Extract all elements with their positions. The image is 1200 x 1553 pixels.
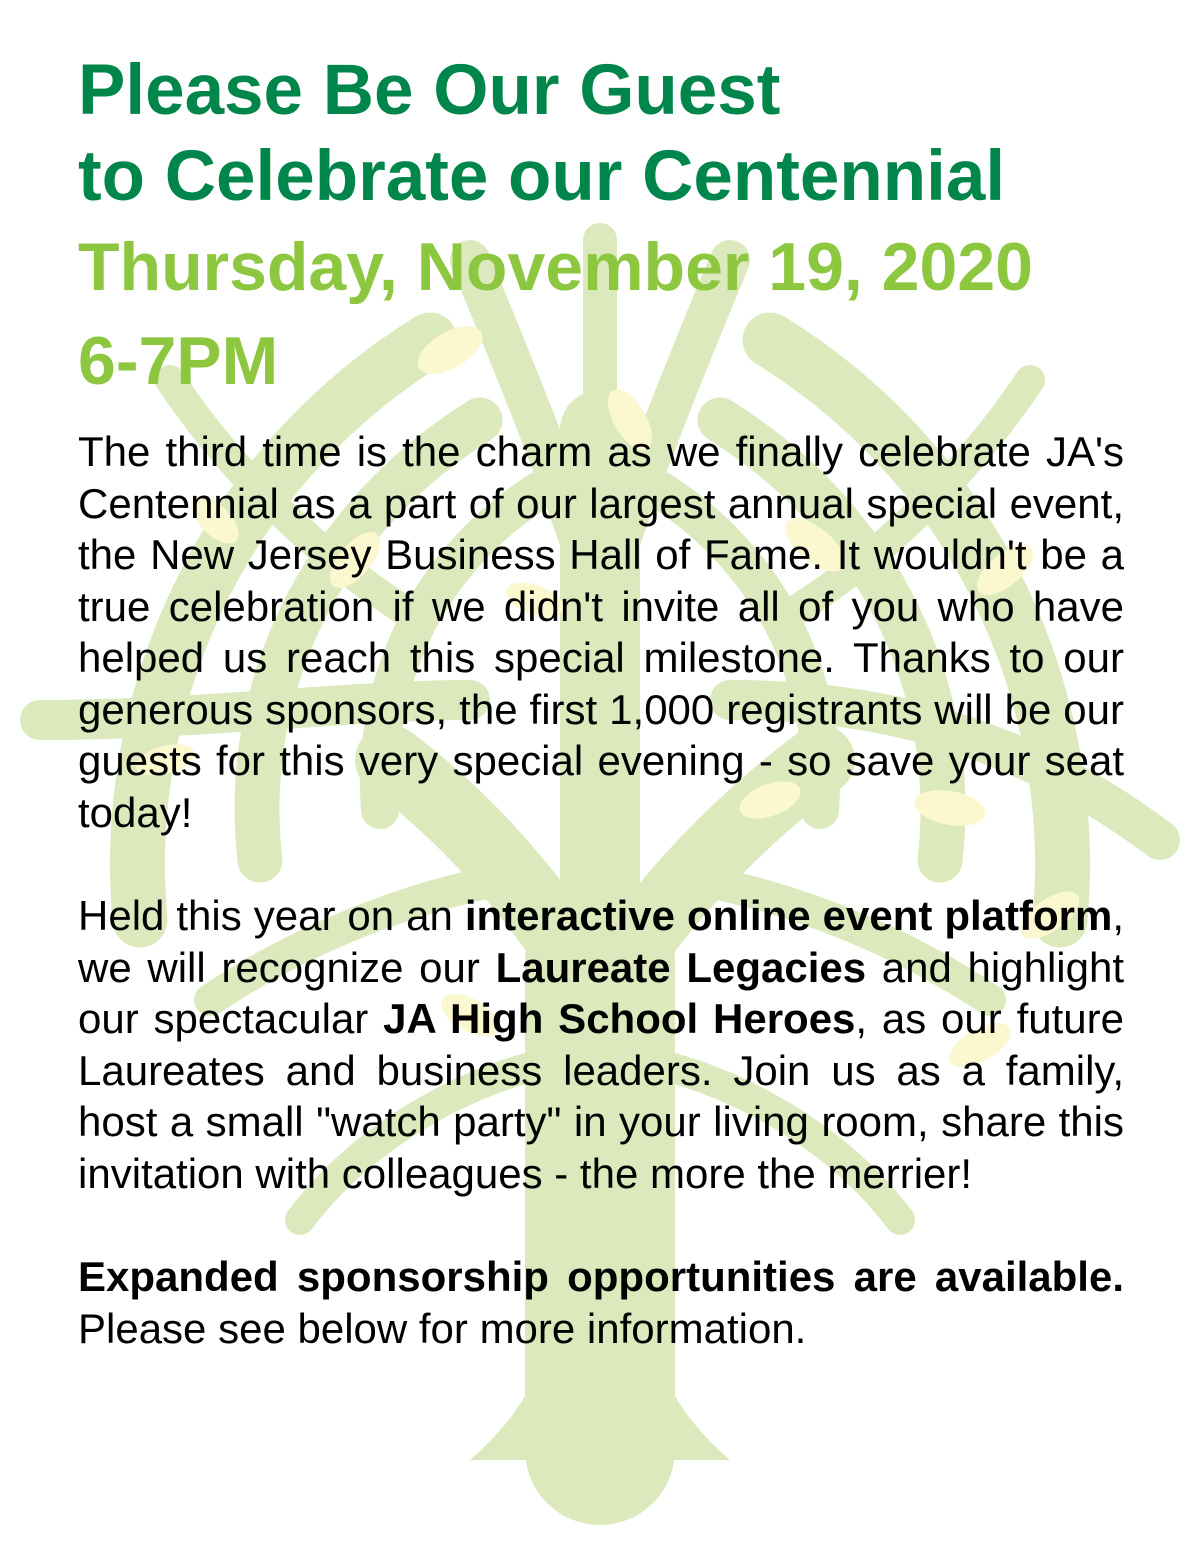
invitation-title-line1: Please Be Our Guest (78, 51, 781, 130)
sponsorship-text: Please see below for more information. (78, 1304, 807, 1352)
details-text-4: , as our future Laureates and business leaders. Join us as a family, host a small "watch party" in your living room, share this invitation with colleagues - the more the merrier! (78, 995, 1124, 1197)
details-text-3: and highlight our spectacular (78, 943, 1124, 1042)
details-paragraph (78, 890, 1124, 1199)
details-text-1: Held this year on an (78, 892, 465, 939)
details-bold-laureate: Laureate Legacies (495, 943, 867, 991)
invitation-title-line2: to Celebrate our Centennial (78, 137, 1006, 216)
details-text-2: , we will recognize our (78, 892, 1124, 991)
details-bold-heroes: JA High School Heroes (383, 995, 856, 1042)
sponsorship-paragraph (78, 1251, 1124, 1354)
details-bold-platform: interactive online event platform (464, 892, 1113, 939)
sponsorship-bold: Expanded sponsorship opportunities are available. (78, 1253, 1124, 1300)
event-date: Thursday, November 19, 2020 (78, 229, 1033, 305)
event-time: 6-7PM (78, 323, 279, 399)
invitation-content (78, 48, 1124, 1354)
intro-paragraph: The third time is the charm as we finally celebrate JA's Centennial as a part of our largest annual special event, the New Jersey Business Hall of Fame. It wouldn't be a true celebration if we didn't invite all of you who have helped us reach this special milestone. Thanks to our generous sponsors, the first 1,000 registrants will be our guests for this very special evening - so save your seat today! (78, 428, 1124, 836)
